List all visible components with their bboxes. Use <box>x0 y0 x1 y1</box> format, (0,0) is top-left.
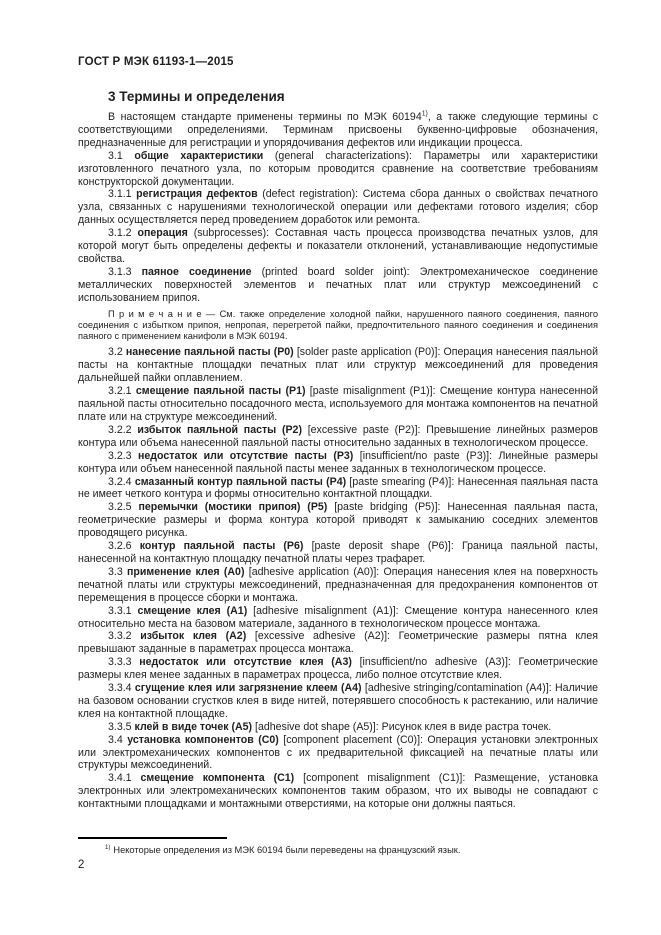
body-text-run: 3.1.1 <box>108 188 137 201</box>
body-text-run: [solder paste application (P0)]: Операция нанесения паяльной пасты на контактные площадки печатных плат или структур межсоединений для проведения дальнейшей пайки оплавлением. <box>78 346 598 385</box>
body-text-run: [paste bridging (P5)]: Нанесенная паяльная паста, геометрические размеры и форма контура которой приводят к замыканию соседних элементов проводящего рисунка. <box>78 501 598 540</box>
body-text-run: 3.3.4 <box>108 682 135 695</box>
body-text-run: 3.4.1 <box>108 772 141 785</box>
note-paragraph <box>78 309 598 343</box>
body-text-run: (subprocesses): Составная часть процесса производства печатных узлов, для которой могут быть определены дефекты и показатели отклонений, устанавливающие недопустимые свойства. <box>78 227 598 265</box>
definition-paragraph <box>78 150 598 189</box>
body-text-run: [excessive adhesive (A2)]: Геометрические размеры пятна клея превышают заданные в параметрах процесса монтажа. <box>78 630 598 656</box>
section-title: 3 Термины и определения <box>108 89 285 104</box>
body-text-run: [adhesive dot shape (A5)]: Рисунок клея в виде растра точек. <box>252 720 552 733</box>
definition-paragraph <box>78 566 598 605</box>
term-bold-text: смещение компонента (С1) <box>140 772 295 785</box>
term-bold-text: регистрация дефектов <box>136 188 258 201</box>
body-text-run: В настоящем стандарте применены термины по МЭК 60194 <box>108 111 422 123</box>
body-text-run: 3.2.2 <box>108 423 138 436</box>
running-header: ГОСТ Р МЭК 61193-1—2015 <box>78 56 234 68</box>
body-text-run: (general characterizations): Параметры или характеристики изготовленного печатного узла, по которым проводится сравнение на соответствие требованиям конструкторской документации. <box>78 149 598 188</box>
body-text-run: [component misalignment (C1)]: Размещение, установка электронных или электромеханических компонентов таким образом, что их выводы не совпадают с контактными площадками и монтажными отверстиями, на которые они должны паяться. <box>78 772 598 811</box>
definition-paragraph <box>78 656 598 682</box>
page-number: 2 <box>78 859 85 872</box>
definition-paragraph <box>78 540 598 566</box>
body-text-run: 3.3.5 <box>108 720 135 733</box>
body-text-run: [adhesive stringing/contamination (A4)]: Наличие на базовом основании сгустков клея в виде нитей, потерявшего способность к растеканию, или наличие клея на контактной площадке. <box>78 682 598 720</box>
body-text-run: (defect registration): Система сбора данных о свойствах печатного узла, связанных с нарушениями технологической операции или дефектами готового изделия; сбор данных осуществляется перед проведением доработок или ремонта. <box>78 188 598 227</box>
body-text-run: 3.4 <box>108 733 128 746</box>
body-text-run: [adhesive misalignment (A1)]: Смещение контура нанесенного клея относительно места на базовом материале, заданного в технологическом процессе монтажа. <box>78 604 598 630</box>
definition-paragraph <box>78 266 598 305</box>
definition-paragraph <box>78 385 598 424</box>
definition-paragraph <box>78 501 598 540</box>
term-bold-text: недостаток или отсутствие клея (А3) <box>139 656 352 669</box>
term-bold-text: перемычки (мостики припоя) (Р5) <box>138 501 328 514</box>
body-text-run: 3.2.3 <box>108 449 139 462</box>
document-body <box>78 111 598 811</box>
term-bold-text: контур паяльной пасты (Р6) <box>139 540 304 553</box>
body-text-run: 3.3.1 <box>108 604 138 617</box>
definition-paragraph <box>78 721 598 734</box>
body-text-run: , а также следующие термины с соответствующими определениями. Терминам присвоены буквенно-цифровые обозначения, предназначенные для регистрации и упорядочивания дефектов или индикации процесса. <box>78 111 599 149</box>
page-footer <box>78 837 598 871</box>
footnote <box>78 845 598 856</box>
body-text-run: [paste smearing (P4)]: Нанесенная паяльная паста не имеет четкого контура и формы относительно контактной площадки. <box>78 475 599 501</box>
footnote-text: Некоторые определения из МЭК 60194 были переведены на французский язык. <box>113 845 461 855</box>
body-text-run: (printed board solder joint): Электромеханическое соединение металлических поверхностей элементов и печатных плат или структур межсоединений с использованием припоя. <box>78 265 598 304</box>
definition-paragraph <box>78 682 598 721</box>
body-text-run: 3.2.5 <box>108 501 139 514</box>
definition-paragraph <box>78 630 598 656</box>
body-text-run: [paste misalignment (P1)]: Смещение контура нанесенной паяльной пасты относительно посадочного места, используемого для монтажа компонентов на печатной плате или на структуре межсоединений. <box>78 385 598 424</box>
definition-paragraph <box>78 346 598 385</box>
term-bold-text: применение клея (А0) <box>127 565 245 578</box>
term-bold-text: операция <box>137 227 188 240</box>
definition-paragraph <box>78 450 598 476</box>
definition-paragraph <box>78 476 598 502</box>
body-text-run: [component placement (C0)]: Операция установки электронных или электромеханических компонентов с их предварительной фиксацией на печатные платы или структуры межсоединений. <box>78 733 599 772</box>
term-bold-text: смазанный контур паяльной пасты (Р4) <box>134 475 347 488</box>
definition-paragraph <box>78 424 598 450</box>
body-text-run: [excessive paste (P2)]: Превышение линейных размеров контура или объема нанесенной паяльной пасты относительно заданных в технологическом процессе. <box>78 423 598 449</box>
term-bold-text: избыток паяльной пасты (Р2) <box>137 423 302 436</box>
footnote-marker: 1) <box>105 844 111 851</box>
definition-paragraph <box>78 772 598 811</box>
body-text-run: [adhesive application (A0)]: Операция нанесения клея на поверхность печатной платы или структуры межсоединений, предназначенная для предохранения компонентов от перемещения в процессе сборки и монтажа. <box>78 565 599 604</box>
term-bold-text: сгущение клея или загрязнение клеем (А4) <box>134 682 362 695</box>
term-bold-text: нанесение паяльной пасты (Р0) <box>125 346 294 359</box>
footnote-reference: 1) <box>421 110 428 118</box>
term-bold-text: паяное соединение <box>141 265 252 278</box>
term-bold-text: избыток клея (А2) <box>140 630 247 643</box>
definition-paragraph <box>78 188 598 227</box>
body-text-run: 3.2 <box>108 346 126 359</box>
term-bold-text: смещение паяльной пасты (Р1) <box>135 385 306 398</box>
body-text-run: 3.1.2 <box>108 227 138 240</box>
definition-paragraph <box>78 111 598 150</box>
body-text-run: 3.1.3 <box>108 265 142 278</box>
body-text-run: 3.3.2 <box>108 630 141 643</box>
term-bold-text: установка компонентов (С0) <box>127 733 279 746</box>
term-bold-text: общие характеристики <box>134 149 264 162</box>
definition-paragraph <box>78 227 598 266</box>
definition-paragraph <box>78 605 598 631</box>
body-text-run: [insufficient/no paste (P3)]: Линейные размеры контура или объем нанесенной паяльной пасты менее заданных в технологическом процессе. <box>78 449 599 475</box>
body-text-run: 3.2.4 <box>108 475 135 488</box>
term-bold-text: смещение клея (А1) <box>137 604 248 617</box>
term-bold-text: клей в виде точек (А5) <box>134 720 253 733</box>
body-text-run: 3.2.1 <box>108 385 136 398</box>
body-text-run: 3.3.3 <box>108 656 140 669</box>
body-text-run: 3.3 <box>108 565 128 578</box>
body-text-run: 3.1 <box>108 149 135 162</box>
body-text-run: 3.2.6 <box>108 540 140 553</box>
definition-paragraph <box>78 734 598 773</box>
term-bold-text: недостаток или отсутствие пасты (Р3) <box>138 449 354 462</box>
body-text-run: [paste deposit shape (P6)]: Граница паяльной пасты, нанесенной на контактную площадку печатной платы через трафарет. <box>78 540 598 565</box>
body-text-run: [insufficient/no adhesive (A3)]: Геометрические размеры клея менее заданных в параметрах процесса, либо полное отсутствие клея. <box>78 656 598 682</box>
body-text-run: П р и м е ч а н и е — См. также определение холодной пайки, нарушенного паяного соединения, паяного соединения с избытком припоя, непропая, перегретой пайки, предпочтительного паяного соединения и соединения паяного с применением канифоли в МЭК 60194. <box>78 308 598 342</box>
footnote-divider <box>78 837 227 839</box>
